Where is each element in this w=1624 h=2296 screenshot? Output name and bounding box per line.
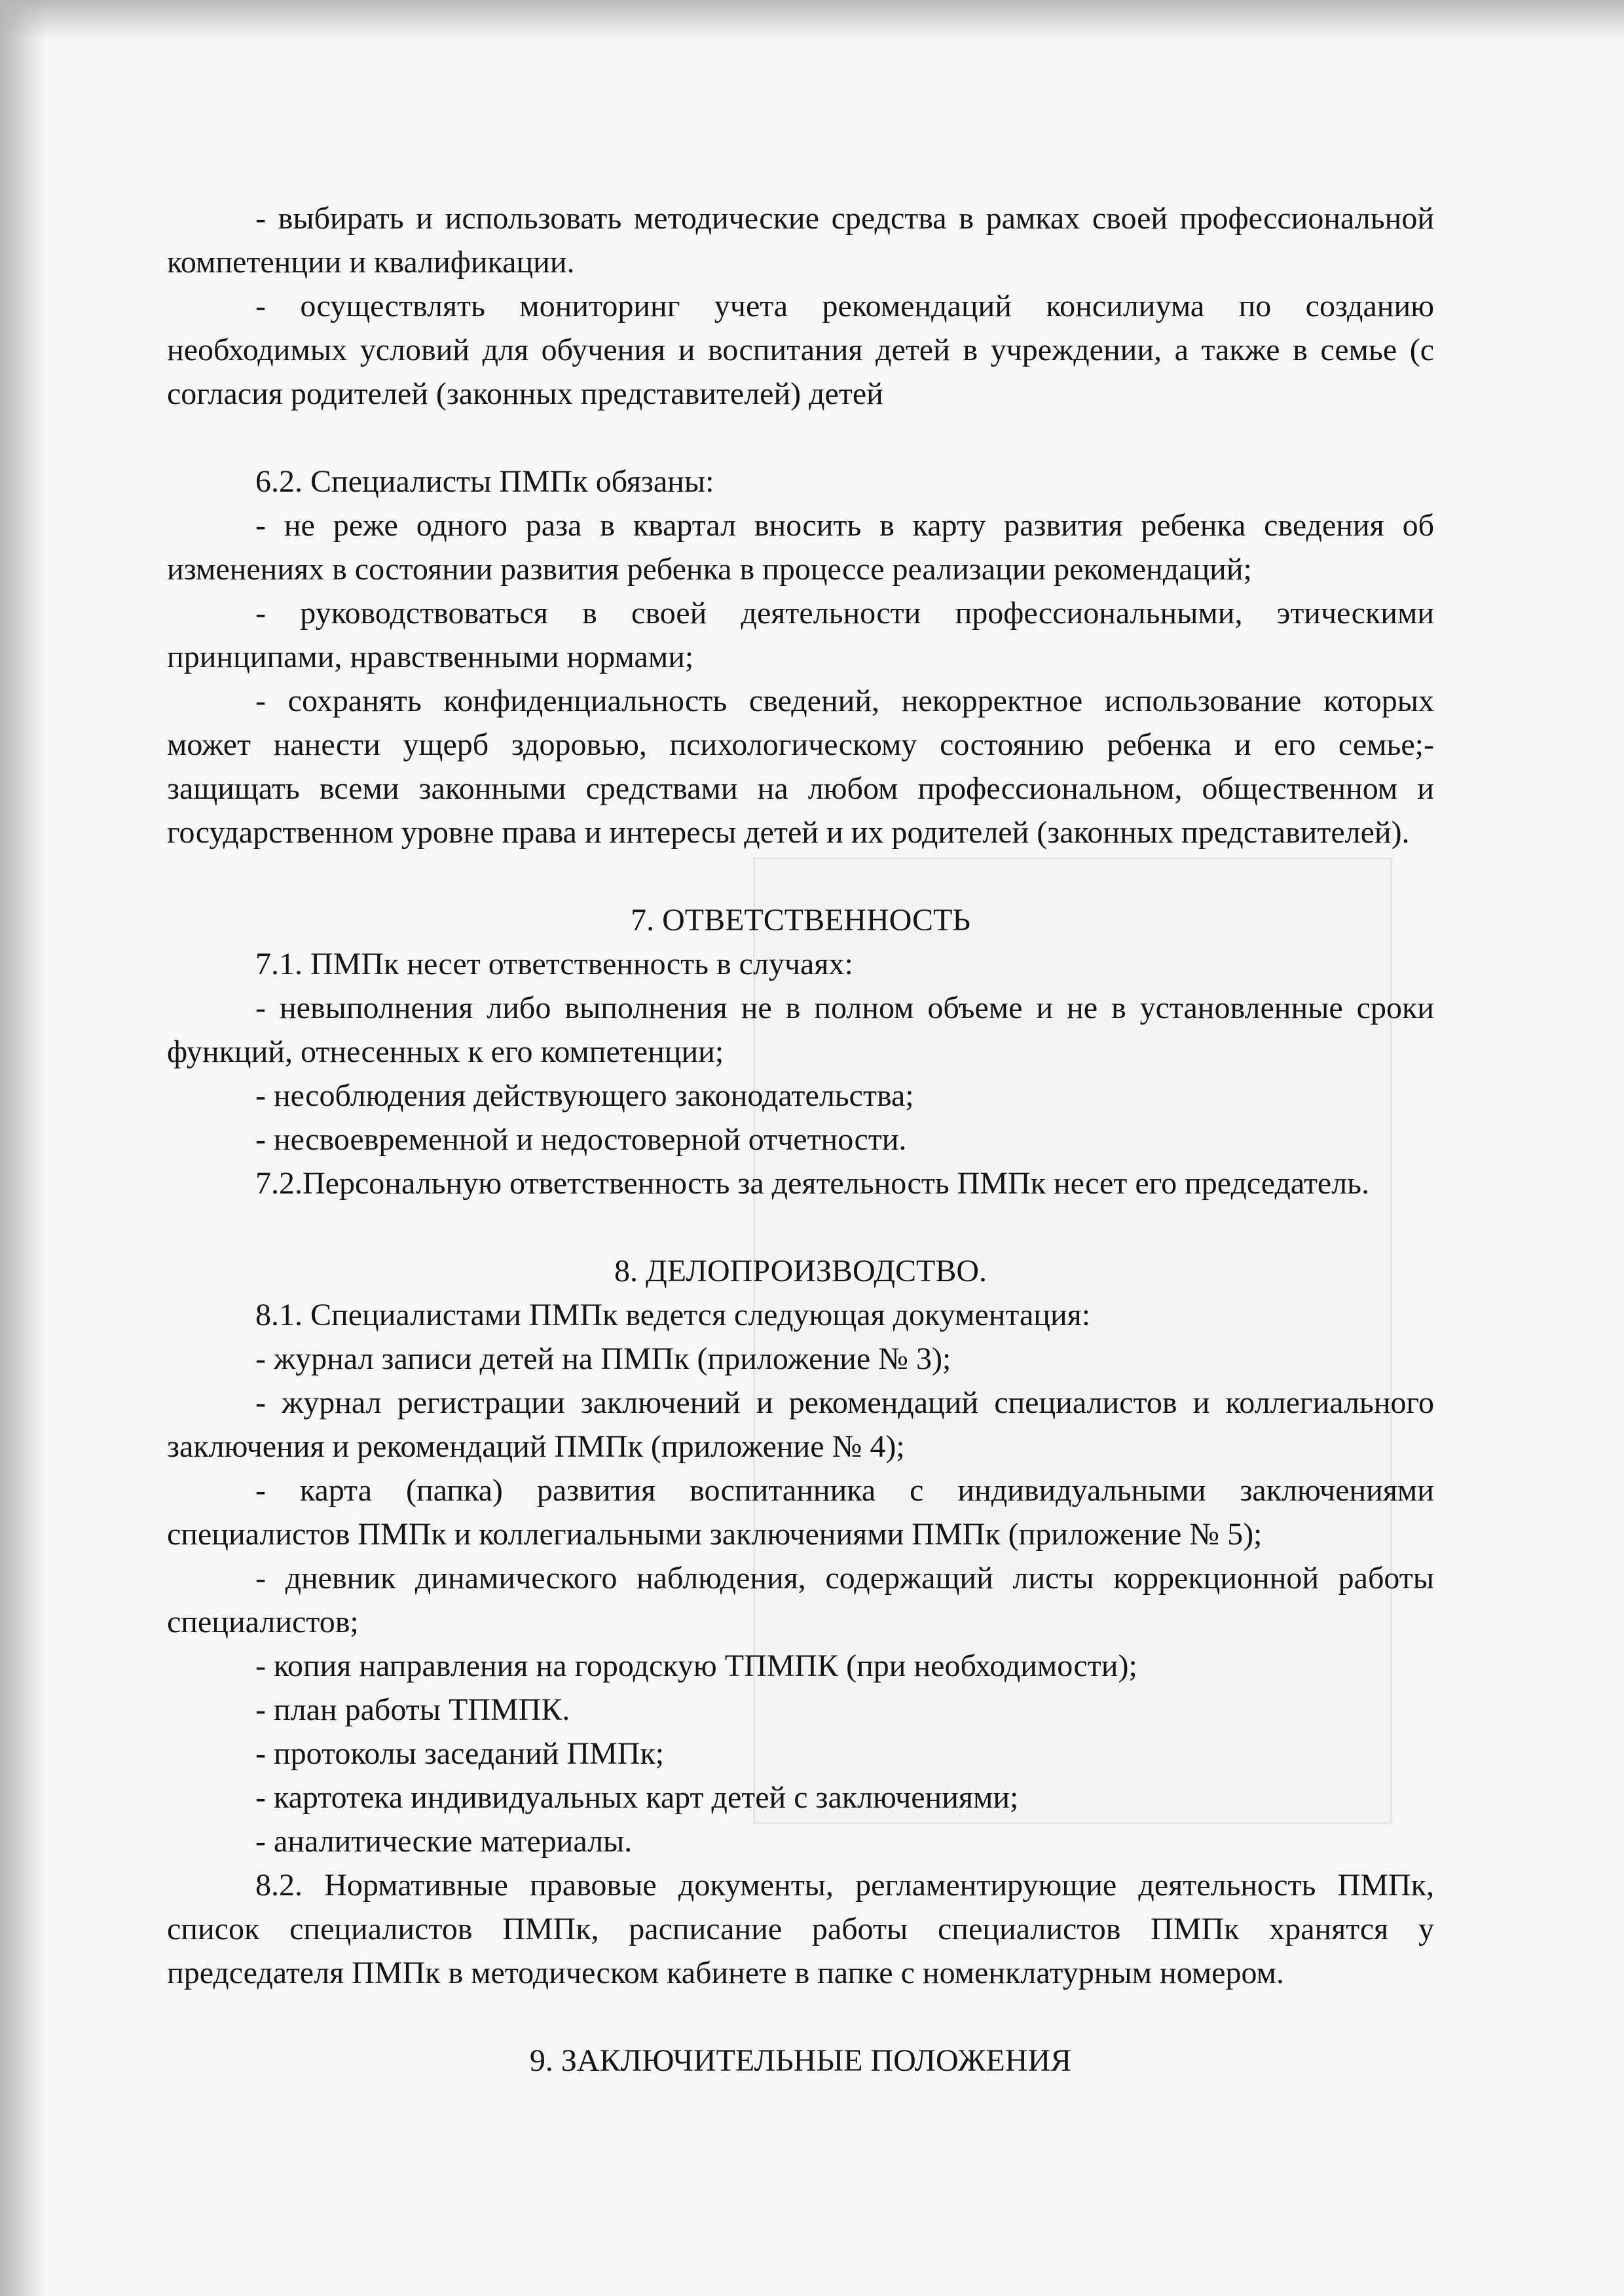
paragraph: - журнал регистрации заключений и рекомендаций специалистов и коллегиального заключения и рекомендаций ПМПк (приложение № 4); [167, 1385, 1434, 1464]
paragraph: 8.1. Специалистами ПМПк ведется следующая документация: [255, 1298, 1091, 1332]
paragraph: - журнал записи детей на ПМПк (приложение № 3); [255, 1341, 951, 1376]
paragraph-spacer [167, 1995, 1434, 2039]
paragraph: 8.2. Нормативные правовые документы, регламентирующие деятельность ПМПк, список специалистов ПМПк, расписание работы специалистов ПМПк хранятся у председателя ПМПк в методическом кабинете в папке с номенклатурным номером. [167, 1868, 1434, 1990]
paragraph: - копия направления на городскую ТПМПК (при необходимости); [255, 1649, 1137, 1683]
section-heading: 7. ОТВЕТСТВЕННОСТЬ [631, 903, 970, 938]
section-heading: 9. ЗАКЛЮЧИТЕЛЬНЫЕ ПОЛОЖЕНИЯ [529, 2043, 1072, 2078]
paragraph-spacer [167, 1205, 1434, 1249]
paragraph: - протоколы заседаний ПМПк; [255, 1736, 665, 1771]
paragraph: - аналитические материалы. [255, 1824, 633, 1859]
paragraph: - несоблюдения действующего законодательства; [255, 1078, 914, 1113]
paragraph: - несвоевременной и недостоверной отчетности. [255, 1122, 907, 1157]
paragraph-spacer [167, 416, 1434, 460]
section-heading: 8. ДЕЛОПРОИЗВОДСТВО. [614, 1254, 987, 1288]
paragraph: - картотека индивидуальных карт детей с заключениями; [255, 1780, 1019, 1815]
paragraph: - осуществлять мониторинг учета рекомендаций консилиума по созданию необходимых условий для обучения и воспитания детей в учреждении, а также в семье (с согласия родителей (законных представителей) детей [167, 289, 1434, 411]
paragraph: - не реже одного раза в квартал вносить в карту развития ребенка сведения об изменениях в состоянии развития ребенка в процессе реализации рекомендаций; [167, 508, 1434, 587]
paragraph: 7.2.Персональную ответственность за деятельность ПМПк несет его председатель. [255, 1166, 1370, 1201]
scan-shadow-left [0, 0, 46, 2296]
paragraph: 6.2. Специалисты ПМПк обязаны: [255, 464, 714, 499]
document-body [167, 196, 1434, 2083]
paragraph: - руководствоваться в своей деятельности профессиональными, этическими принципами, нравственными нормами; [167, 596, 1434, 674]
paragraph-spacer [167, 854, 1434, 898]
paragraph: - план работы ТПМПК. [255, 1692, 570, 1727]
paragraph: 7.1. ПМПк несет ответственность в случаях: [255, 947, 853, 981]
paragraph: - дневник динамического наблюдения, содержащий листы коррекционной работы специалистов; [167, 1561, 1434, 1639]
paragraph: - выбирать и использовать методические средства в рамках своей профессиональной компетенции и квалификации. [167, 201, 1434, 280]
scan-shadow-top [0, 0, 1624, 39]
paragraph: - сохранять конфиденциальность сведений, некорректное использование которых может нанести ущерб здоровью, психологическому состоянию ребенка и его семье;- защищать всеми законными средствами на любом профессиональном, общественном и государственном уровне права и интересы детей и их родителей (законных представителей). [167, 683, 1434, 850]
paragraph: - карта (папка) развития воспитанника с индивидуальными заключениями специалистов ПМПк и коллегиальными заключениями ПМПк (приложение № 5); [167, 1473, 1434, 1552]
paragraph: - невыполнения либо выполнения не в полном объеме и не в установленные сроки функций, отнесенных к его компетенции; [167, 991, 1434, 1069]
